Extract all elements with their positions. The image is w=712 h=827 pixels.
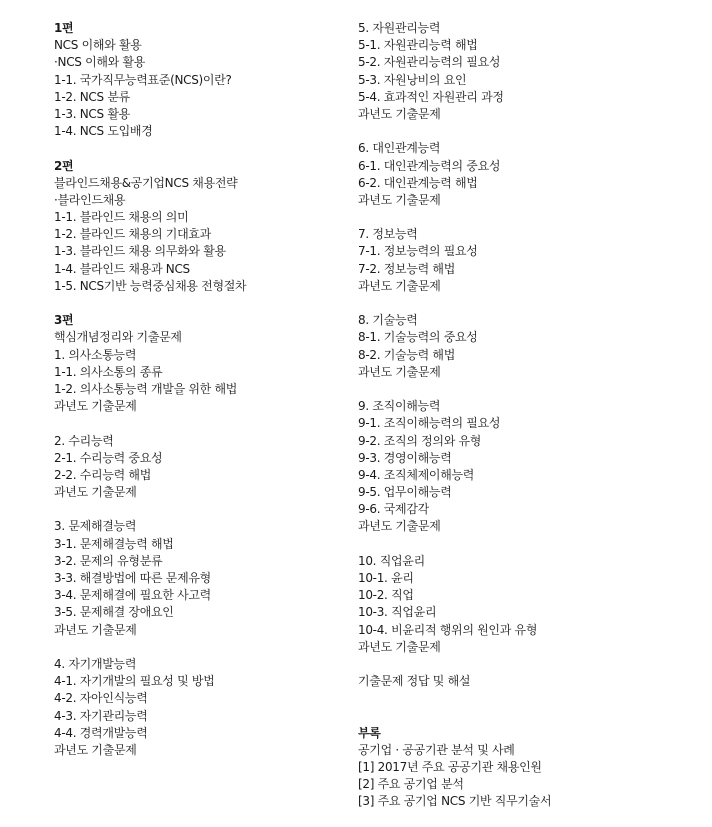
toc-entry: 7-1. 정보능력의 필요성 <box>358 244 478 259</box>
toc-entry: 10-1. 윤리 <box>358 571 414 585</box>
toc-entry: 과년도 기출문제 <box>358 519 441 534</box>
toc-entry: [2] 주요 공기업 분석 <box>358 777 464 792</box>
toc-entry: 1-2. 의사소통능력 개발을 위한 해법 <box>54 381 238 396</box>
toc-entry: [3] 주요 공기업 NCS 기반 직무기술서 <box>358 794 552 809</box>
section-spacer <box>358 295 698 312</box>
section-spacer <box>358 708 698 725</box>
toc-entry: 공기업 · 공공기관 분석 및 사례 <box>358 742 515 757</box>
toc-entry: 7-2. 정보능력 해법 <box>358 261 455 276</box>
toc-entry: 6. 대인관계능력 <box>358 141 441 156</box>
toc-entry: NCS 이해와 활용 <box>54 38 142 53</box>
toc-entry: ·NCS 이해와 활용 <box>54 55 146 70</box>
toc-entry: 2-2. 수리능력 해법 <box>54 467 151 482</box>
toc-entry: 3. 문제해결능력 <box>54 519 137 534</box>
toc-entry: 5-3. 자원낭비의 요인 <box>358 72 467 87</box>
section-spacer <box>358 381 698 398</box>
part-heading: 2편 <box>54 158 74 173</box>
part-heading: 1편 <box>54 21 74 35</box>
toc-entry: 기출문제 정답 및 해설 <box>358 674 471 689</box>
section-spacer <box>54 415 344 432</box>
toc-entry: 10-2. 직업 <box>358 588 414 603</box>
toc-left-column <box>54 20 344 759</box>
toc-entry: 8-2. 기술능력 해법 <box>358 347 455 362</box>
toc-entry: 블라인드채용&공기업NCS 채용전략 <box>54 175 238 190</box>
toc-entry: 1-3. NCS 활용 <box>54 106 130 121</box>
toc-entry: 과년도 기출문제 <box>54 622 137 637</box>
toc-entry: 2-1. 수리능력 중요성 <box>54 450 163 465</box>
section-spacer <box>358 209 698 226</box>
toc-entry: 4-1. 자기개발의 필요성 및 방법 <box>54 674 215 689</box>
toc-entry: 10-4. 비윤리적 행위의 원인과 유형 <box>358 622 538 637</box>
part-heading: 부록 <box>358 725 381 740</box>
toc-entry: 8-1. 기술능력의 중요성 <box>358 330 478 345</box>
section-spacer <box>358 536 698 553</box>
toc-entry: 3-4. 문제해결에 필요한 사고력 <box>54 588 211 603</box>
toc-entry: 4. 자기개발능력 <box>54 656 137 671</box>
toc-entry: 1-1. 국가직무능력표준(NCS)이란? <box>54 72 232 87</box>
toc-entry: 7. 정보능력 <box>358 227 418 242</box>
toc-entry: 1-4. NCS 도입배경 <box>54 124 153 139</box>
toc-entry: 5-4. 효과적인 자원관리 과정 <box>358 89 504 104</box>
toc-entry: 9-1. 조직이해능력의 필요성 <box>358 416 501 431</box>
toc-entry: 과년도 기출문제 <box>358 278 441 293</box>
toc-entry: 과년도 기출문제 <box>358 192 441 207</box>
toc-entry: 9-3. 경영이해능력 <box>358 450 452 465</box>
toc-entry: 1-2. 블라인드 채용의 기대효과 <box>54 227 211 242</box>
toc-entry: 1. 의사소통능력 <box>54 347 137 362</box>
toc-entry: 3-5. 문제해결 장애요인 <box>54 605 174 620</box>
toc-entry: 1-3. 블라인드 채용 의무화와 활용 <box>54 244 226 259</box>
toc-entry: 8. 기술능력 <box>358 313 418 328</box>
toc-entry: 9-5. 업무이해능력 <box>358 485 452 500</box>
toc-entry: 9. 조직이해능력 <box>358 399 441 414</box>
section-spacer <box>358 123 698 140</box>
toc-entry: 과년도 기출문제 <box>54 742 137 757</box>
toc-entry: 10-3. 직업윤리 <box>358 605 437 620</box>
toc-entry: 9-2. 조직의 정의와 유형 <box>358 433 482 448</box>
toc-entry: 3-3. 해결방법에 따른 문제유형 <box>54 571 211 585</box>
toc-entry: [1] 2017년 주요 공공기관 채용인원 <box>358 760 542 775</box>
toc-entry: 2. 수리능력 <box>54 433 114 448</box>
section-spacer <box>54 501 344 518</box>
part-heading: 3편 <box>54 313 74 328</box>
toc-entry: 9-6. 국제감각 <box>358 502 429 517</box>
toc-entry: 5. 자원관리능력 <box>358 21 441 35</box>
section-spacer <box>358 690 698 707</box>
toc-entry: 4-2. 자아인식능력 <box>54 691 148 706</box>
toc-right-column <box>358 20 698 811</box>
toc-entry: 과년도 기출문제 <box>358 639 441 654</box>
section-spacer <box>358 656 698 673</box>
toc-entry: 5-2. 자원관리능력의 필요성 <box>358 55 501 70</box>
toc-entry: 4-4. 경력개발능력 <box>54 725 148 740</box>
section-spacer <box>54 295 344 312</box>
section-spacer <box>54 639 344 656</box>
toc-entry: 3-1. 문제해결능력 해법 <box>54 536 174 551</box>
toc-entry: 핵심개념정리와 기출문제 <box>54 330 182 345</box>
toc-entry: 1-2. NCS 분류 <box>54 89 130 104</box>
toc-entry: 3-2. 문제의 유형분류 <box>54 553 163 568</box>
toc-entry: 4-3. 자기관리능력 <box>54 708 148 723</box>
toc-entry: 5-1. 자원관리능력 해법 <box>358 38 478 53</box>
toc-entry: 6-1. 대인관계능력의 중요성 <box>358 158 501 173</box>
toc-entry: ·블라인드채용 <box>54 192 126 207</box>
toc-entry: 과년도 기출문제 <box>358 106 441 121</box>
toc-entry: 과년도 기출문제 <box>358 364 441 379</box>
toc-entry: 1-5. NCS기반 능력중심채용 전형절차 <box>54 278 247 293</box>
toc-entry: 과년도 기출문제 <box>54 399 137 414</box>
toc-entry: 1-1. 의사소통의 종류 <box>54 364 163 379</box>
section-spacer <box>54 140 344 157</box>
toc-entry: 1-4. 블라인드 채용과 NCS <box>54 261 190 276</box>
toc-entry: 1-1. 블라인드 채용의 의미 <box>54 210 189 225</box>
toc-entry: 과년도 기출문제 <box>54 485 137 500</box>
toc-entry: 6-2. 대인관계능력 해법 <box>358 175 478 190</box>
toc-entry: 9-4. 조직체제이해능력 <box>358 467 475 482</box>
toc-entry: 10. 직업윤리 <box>358 553 425 568</box>
